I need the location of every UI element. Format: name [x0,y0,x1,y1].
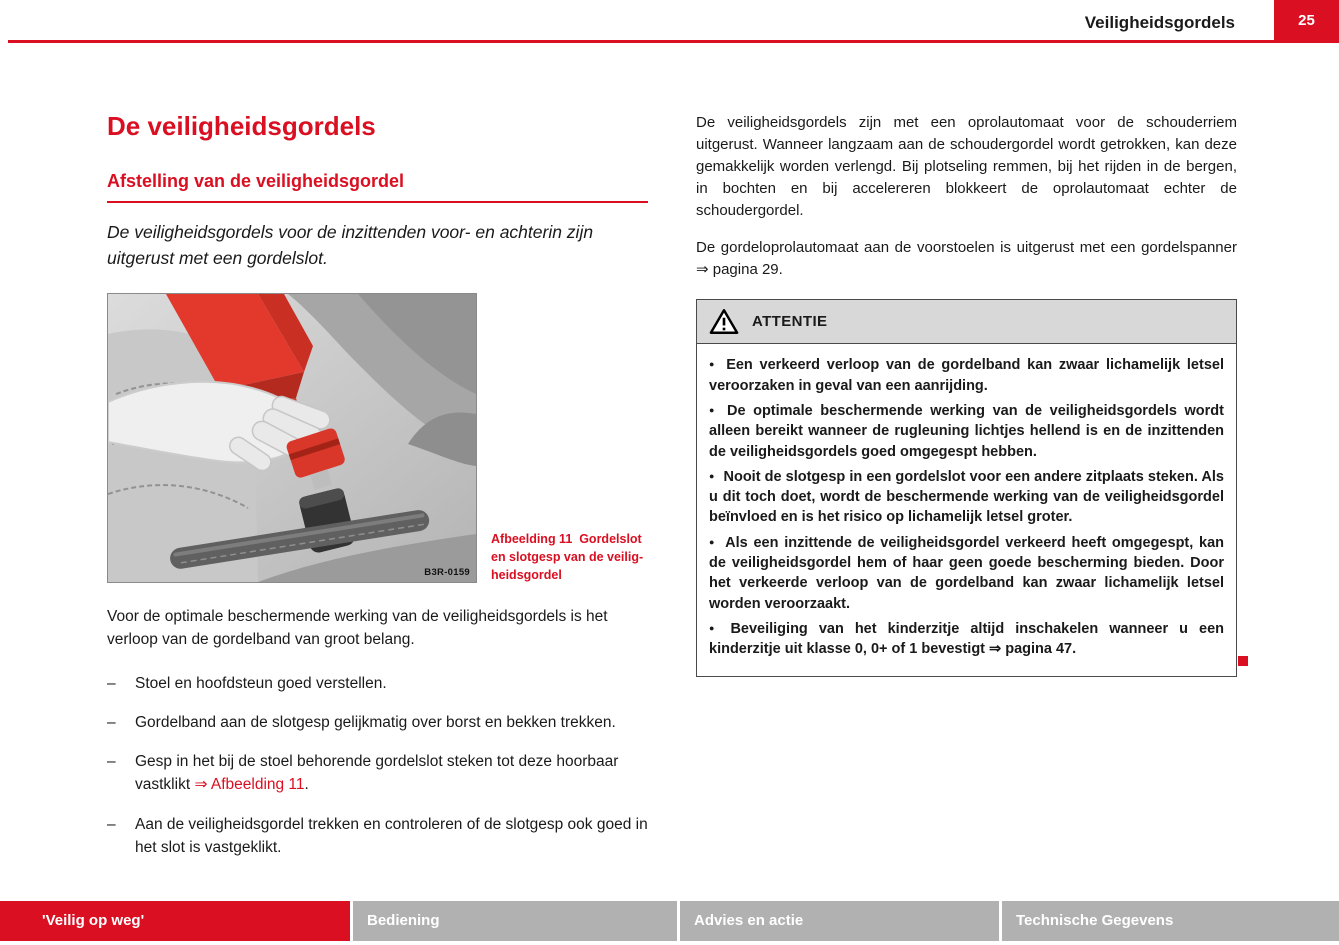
section-heading: Afstelling van de veiligheidsgordel [107,171,648,203]
header-divider [8,40,1339,43]
body-paragraph: De gordeloprolautomaat aan de voorstoelen is uitgerust met een gordelspanner ⇒ pagina 29. [696,239,1237,279]
list-item [107,672,648,695]
page-number-badge: 25 [1274,0,1339,41]
footer-tab-technische-gegevens: Technische Gegevens [1002,901,1339,941]
figure-code: B3R-0159 [424,567,470,579]
body-paragraph: Voor de optimale beschermende werking van de veiligheidsgordels is het verloop van de gordelband van groot belang. [107,608,608,649]
warning-item-text: Een verkeerd verloop van de gordelband kan zwaar lichamelijk letsel veroorzaken in geval van een aanrijding. [709,357,1224,394]
figure-11 [107,293,644,583]
list-item [107,813,648,860]
warning-item [709,533,1224,614]
bullet-icon: ● [709,536,717,547]
seatbelt-photo-illustration [108,294,476,582]
list-item [107,750,648,797]
warning-item-text: Als een inzittende de veiligheidsgordel verkeerd heeft omgegespt, kan de veiligheidsgordel hem of haar geen goede bescherming bieden. Door het verkeerde verloop van de gordelband kan zwaar lichamelijk letsel worden veroorzaakt. [709,534,1225,612]
chapter-title: De veiligheidsgordels [107,111,376,141]
figure-caption-line: en slotgesp van de veilig- [491,549,644,564]
section-end-marker [1238,656,1248,666]
dash-marker: – [107,815,116,833]
bullet-icon: ● [709,359,718,370]
warning-item [709,467,1224,528]
left-column [107,112,648,875]
page-header-title: Veiligheidsgordels [1084,13,1235,32]
dash-marker: – [107,713,116,731]
bullet-icon: ● [709,404,718,415]
footer-tab-advies-en-actie: Advies en actie [680,901,999,941]
figure-caption-line: heidsgordel [491,567,562,582]
bullet-icon: ● [709,622,722,633]
dash-marker: – [107,753,116,771]
xref-afbeelding-11[interactable]: ⇒ Afbeelding 11 [194,776,305,794]
list-item-text: Gordelband aan de slotgesp gelijkmatig over borst en bekken trekken. [135,713,616,731]
body-paragraph: De veiligheidsgordels zijn met een oprolautomaat voor de schouderriem uitgerust. Wanneer langzaam aan de schoudergordel wordt getrokken, kan deze gemakkelijk worden verlengd. Bij plotseling remmen, bij het rijden in de bergen, in bochten en bij accelereren blokkeert de oprolautomaat echter de schoudergordel. [696,114,1237,220]
bullet-icon: ● [709,470,715,481]
warning-item [709,355,1224,396]
right-column [696,112,1237,677]
warning-title: ATTENTIE [752,313,828,331]
list-item-text: Stoel en hoofdsteun goed verstellen. [135,674,387,692]
footer-tab-bediening: Bediening [353,901,677,941]
warning-item [709,401,1224,462]
warning-triangle-icon [709,308,739,335]
list-item-text: . [304,776,309,794]
figure-caption-line: Afbeelding 11 Gordelslot [491,531,642,546]
warning-item-text: De optimale beschermende werking van de veiligheidsgordels wordt alleen bereikt wanneer de rugleuning lichtjes hellend is en de inzittenden de veiligheidsgordels goed omgegespt hebben. [709,402,1224,460]
warning-body [697,344,1236,676]
footer-tab-veilig-op-weg: 'Veilig op weg' [0,901,350,941]
list-item-text: Aan de veiligheidsgordel trekken en controleren of de slotgesp ook goed in het slot is vastgeklikt. [135,815,648,856]
list-item-text: Gesp in het bij de stoel behorende gordelslot steken tot deze hoorbaar vastklikt [135,753,619,794]
intro-text: De veiligheidsgordels voor de inzittenden voor- en achterin zijn uitgerust met een gordelslot. [107,221,594,268]
dash-marker: – [107,674,116,692]
warning-item-text: Nooit de slotgesp in een gordelslot voor een andere zitplaats steken. Als u dit toch doet, wordt de beschermende werking van de veiligheidsgordel beïnvloed en is het risico op lichamelijk letsel groter. [709,468,1224,526]
warning-box [696,299,1237,677]
figure-caption [491,530,663,584]
instruction-list [107,672,648,860]
warning-item-text: Beveiliging van het kinderzitje altijd inschakelen wanneer u een kinderzitje uit klasse 0, 0+ of 1 bevestigt ⇒ pagina 47. [709,620,1224,658]
footer-nav [0,901,1339,941]
list-item [107,711,648,734]
warning-header [697,300,1236,344]
warning-item [709,619,1224,660]
